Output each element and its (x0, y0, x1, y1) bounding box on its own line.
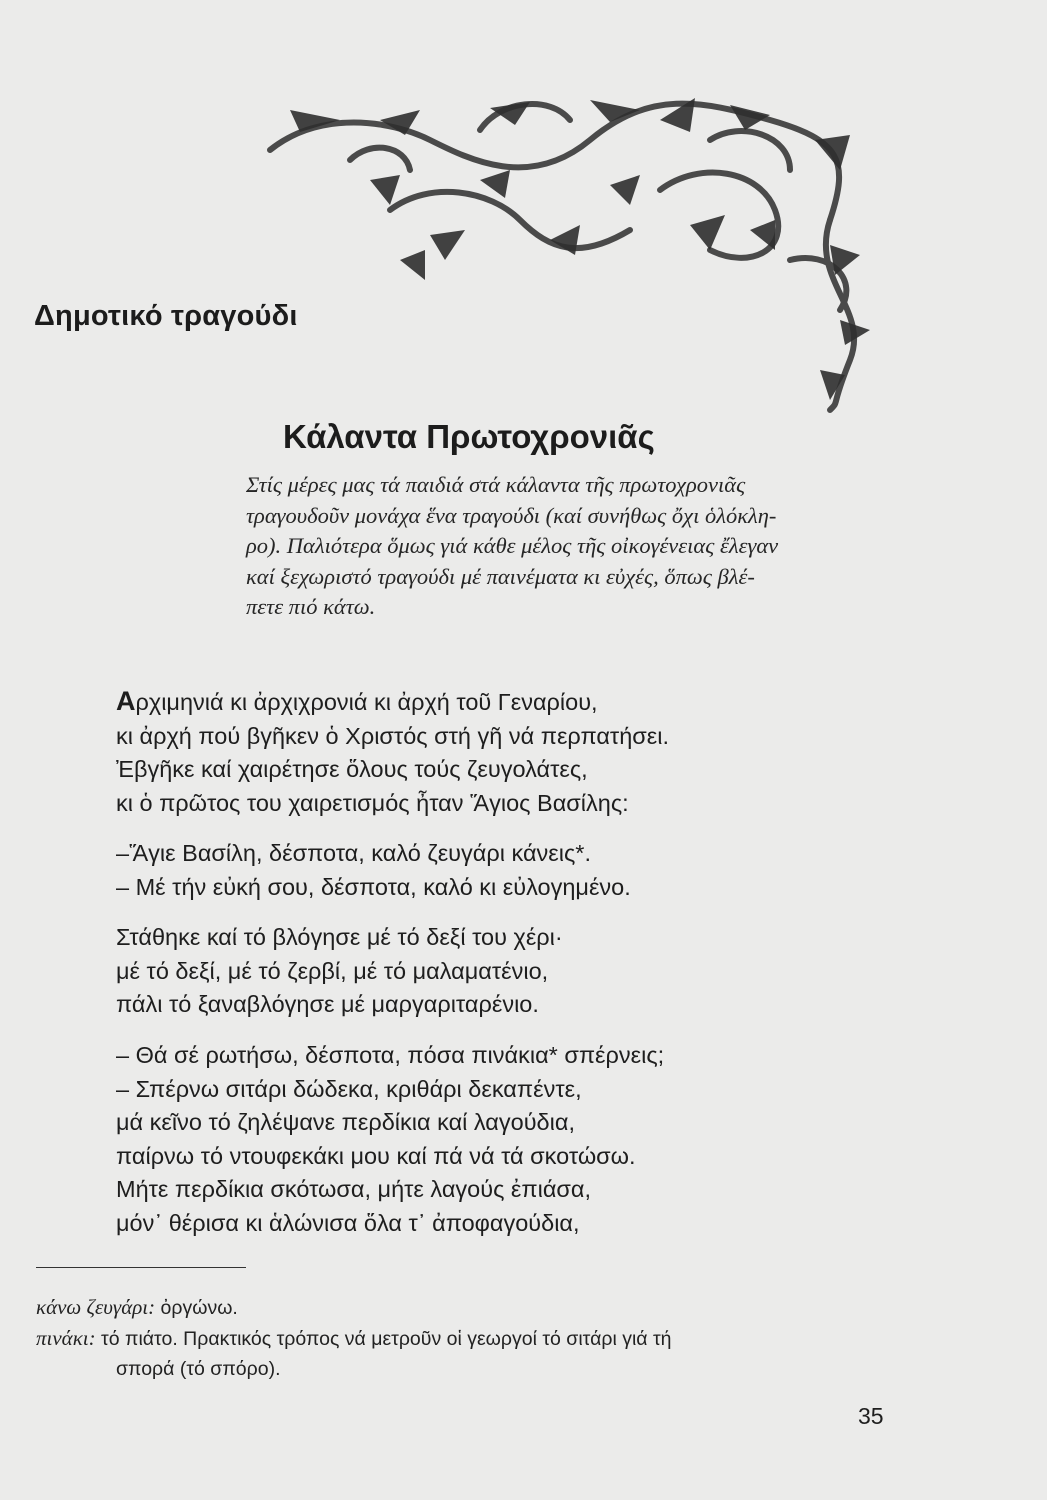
verse-line: Μήτε περδίκια σκότωσα, μήτε λαγούς ἐπιάσα, (116, 1176, 592, 1202)
intro-line: καί ξεχωριστό τραγούδι μέ παινέματα κι εὐχές, ὅπως βλέ- (246, 563, 755, 589)
verse-text: ρχιμηνιά κι ἀρχιχρονιά κι ἀρχή τοῦ Γεναρίου, (135, 689, 598, 715)
floral-corner-ornament-icon (230, 80, 890, 420)
footnote-text: τό πιάτο. Πρακτικός τρόπος νά μετροῦν οἱ γεωργοί τό σιτάρι γιά τή (101, 1328, 672, 1350)
footnote-term: κάνω ζευγάρι: (36, 1295, 156, 1319)
stanza-4 (116, 1039, 936, 1240)
section-label: Δημοτικό τραγούδι (34, 300, 298, 332)
stanza-2 (116, 837, 936, 904)
verse-line: κι ἀρχή πού βγῆκεν ὁ Χριστός στή γῆ νά περπατήσει. (116, 722, 670, 749)
footnote (36, 1323, 936, 1354)
poem-title: Κάλαντα Πρωτοχρονιᾶς (283, 418, 655, 455)
verse-line: πάλι τό ξαναβλόγησε μέ μαργαριταρένιο. (116, 991, 539, 1017)
initial-letter: Α (116, 686, 136, 716)
intro-line: τραγουδοῦν μονάχα ἕνα τραγούδι (καί συνήθως ὄχι ὁλόκλη- (246, 502, 777, 528)
intro-line: πετε πιό κάτω. (246, 594, 376, 619)
verse-line: – Θά σέ ρωτήσω, δέσποτα, πόσα πινάκια* σπέρνεις; (116, 1042, 665, 1068)
footnote-divider (36, 1267, 246, 1268)
verse-line: – Σπέρνω σιτάρι δώδεκα, κριθάρι δεκαπέντε, (116, 1075, 582, 1102)
verse-line: Στάθηκε καί τό βλόγησε μέ τό δεξί του χέρι· (116, 924, 563, 950)
page-number: 35 (858, 1403, 884, 1429)
verse-line: μέ τό δεξί, μέ τό ζερβί, μέ τό μαλαματένιο, (116, 957, 549, 984)
footnote (36, 1292, 936, 1323)
verse-line: μόν᾿ θέρισα κι ἁλώνισα ὅλα τ᾿ ἀποφαγούδια, (116, 1209, 580, 1236)
stanza-1 (116, 685, 936, 820)
intro-line: ρο). Παλιότερα ὅμως γιά κάθε μέλος τῆς οἰκογένειας ἔλεγαν (246, 533, 779, 558)
verse-line: Ἐβγῆκε καί χαιρέτησε ὅλους τούς ζευγολάτες, (116, 756, 588, 782)
footnote-text: ὀργώνω. (160, 1297, 238, 1319)
stanza-3 (116, 921, 936, 1022)
verse-line: παίρνω τό ντουφεκάκι μου καί πά νά τά σκοτώσω. (116, 1142, 636, 1169)
verse-line: – Μέ τήν εὐκή σου, δέσποτα, καλό κι εὐλογημένο. (116, 873, 631, 900)
intro-line: Στίς μέρες μας τά παιδιά στά κάλαντα τῆς πρωτοχρονιᾶς (246, 472, 746, 497)
poem-intro (246, 470, 886, 623)
footnotes (36, 1292, 936, 1384)
verse-line: –Ἅγιε Βασίλη, δέσποτα, καλό ζευγάρι κάνεις*. (116, 840, 591, 866)
footnote-term: πινάκι: (36, 1326, 96, 1350)
verse-line (116, 685, 936, 720)
footnote-continuation: σπορά (τό σπόρο). (116, 1358, 281, 1380)
verse-line: μά κεῖνο τό ζηλέψανε περδίκια καί λαγούδια, (116, 1109, 575, 1135)
verse-line: κι ὁ πρῶτος του χαιρετισμός ἦταν Ἅγιος Βασίλης: (116, 789, 629, 816)
